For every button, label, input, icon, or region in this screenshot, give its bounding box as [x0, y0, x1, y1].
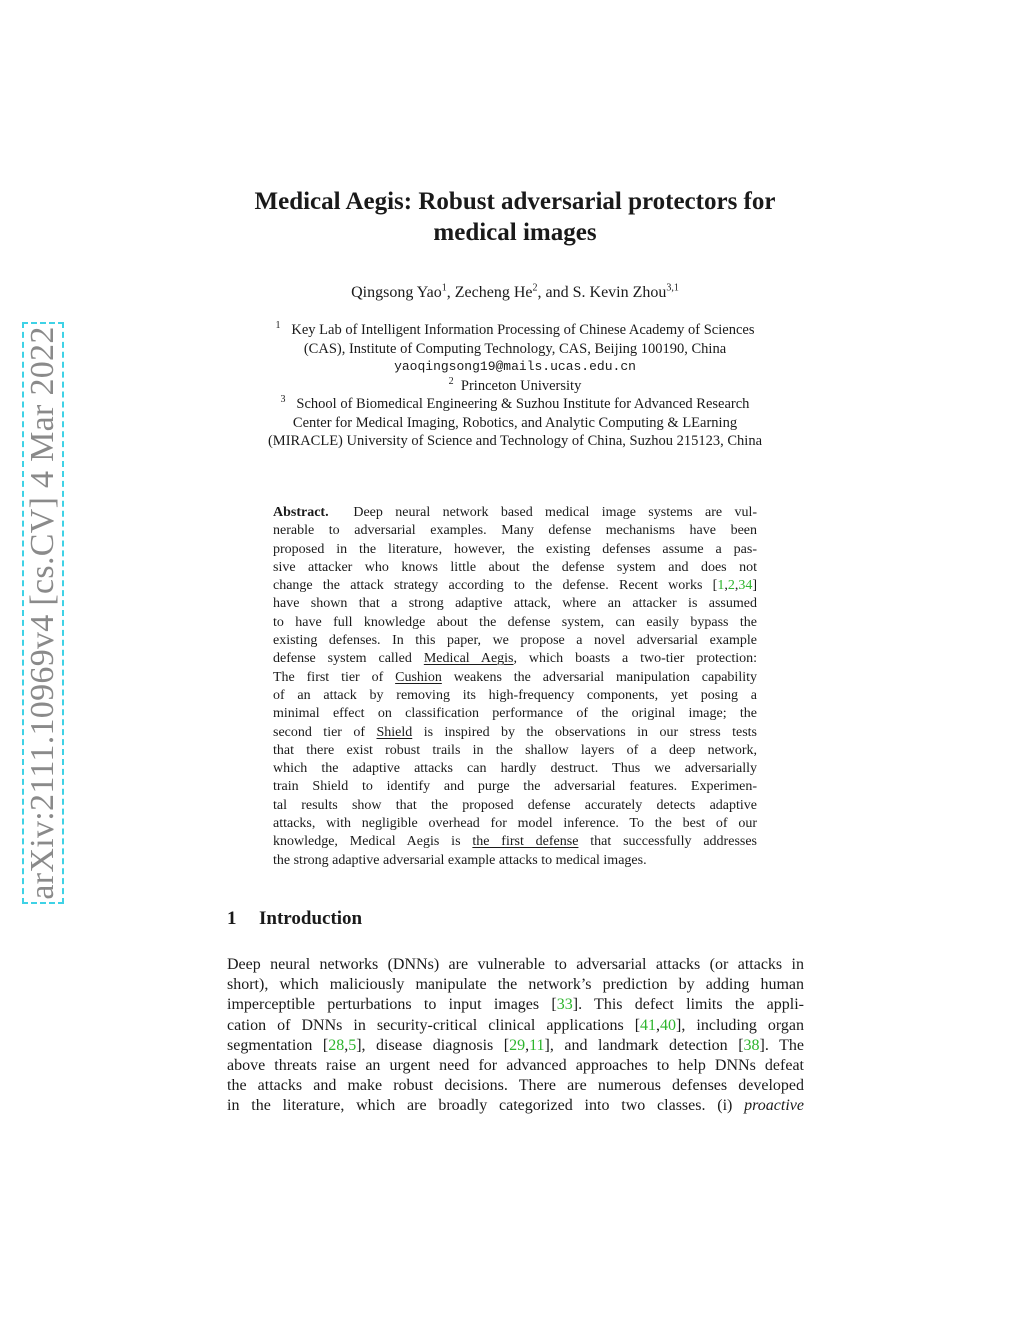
- abstract-line-1: [273, 504, 757, 522]
- citation-link-29[interactable]: 29: [509, 1036, 526, 1054]
- title-line-2: medical images: [433, 219, 597, 246]
- author-1: Qingsong Yao: [351, 284, 442, 301]
- abstract-line-3: proposed in the literature, however, the existing defenses assume a pas-: [273, 541, 757, 557]
- intro-line-3: [227, 995, 804, 1015]
- affil-line-5: [200, 395, 830, 414]
- abstract-line-14: that there exist robust trails in the shallow layers of a deep network,: [273, 742, 757, 758]
- abstract-line-10: [273, 669, 757, 687]
- intro-citation-comma-1: ,: [656, 1016, 661, 1034]
- abstract-line-10-text-b: weakens the adversarial manipulation capability: [441, 669, 757, 685]
- affil-line-1: [200, 321, 830, 340]
- abstract-line-9-text-b: , which boasts a two-tier protection:: [513, 651, 758, 667]
- citation-link-41[interactable]: 41: [640, 1016, 657, 1034]
- intro-line-3-text-a: imperceptible perturbations to input images [: [227, 996, 557, 1014]
- author-sep-1: ,: [446, 284, 455, 301]
- term-medical-aegis: Medical Aegis: [423, 651, 514, 667]
- abstract-line-13: [273, 724, 757, 742]
- abstract-line-19: [273, 833, 757, 851]
- abstract-line-2: nerable to adversarial examples. Many defense mechanisms have been: [273, 523, 757, 539]
- abstract-line-5-text: change the attack strategy according to the defense. Recent works [: [273, 578, 718, 594]
- term-proactive: proactive: [744, 1097, 804, 1115]
- affil-line-4: [200, 377, 830, 396]
- abstract-line-9: [273, 650, 757, 668]
- intro-line-3-text-b: ]. This defect limits the appli-: [572, 996, 804, 1014]
- arxiv-stamp: [22, 322, 64, 904]
- intro-citation-comma-3: ,: [525, 1036, 530, 1054]
- intro-line-4-text-b: ], including organ: [676, 1016, 805, 1034]
- affil-line-2: (CAS), Institute of Computing Technology, CAS, Beijing 100190, China: [303, 340, 727, 357]
- citation-link-40[interactable]: 40: [660, 1016, 677, 1034]
- affiliations: [200, 321, 830, 451]
- section-title: Introduction: [259, 908, 363, 929]
- abstract-line-7: to have full knowledge about the defense system, can easily bypass the: [273, 614, 757, 630]
- author-email: yaoqingsong19@mails.ucas.edu.cn: [394, 359, 636, 374]
- abstract-line-8: existing defenses. In this paper, we propose a novel adversarial example: [273, 633, 757, 649]
- term-first-defense: the first defense: [472, 834, 579, 850]
- abstract-line-13-text-b: is inspired by the observations in our stress tests: [412, 724, 757, 740]
- abstract-line-18: attacks, with negligible overhead for model inference. To the best of our: [273, 816, 757, 832]
- abstract-heading: Abstract.: [273, 505, 329, 520]
- intro-line-5-text-b: ], disease diagnosis [: [356, 1036, 510, 1054]
- intro-line-5: [227, 1036, 804, 1056]
- intro-line-6: above threats raise an urgent need for advanced approaches to help DNNs defeat: [227, 1057, 804, 1075]
- abstract-line-13-text-a: second tier of: [273, 724, 377, 740]
- abstract-line-15: which the adaptive attacks can hardly destruct. Thus we adversarially: [273, 761, 757, 777]
- abstract-line-19-text-b: that successfully addresses: [578, 834, 757, 850]
- affil-1-sup: 1: [275, 320, 281, 332]
- citation-link-34[interactable]: 34: [738, 578, 753, 594]
- author-2-sup: 2: [532, 282, 538, 294]
- intro-line-5-text-a: segmentation [: [227, 1036, 329, 1054]
- affil-2-sup: 2: [448, 375, 454, 387]
- abstract-line-4: sive attacker who knows little about the defense system and does not: [273, 559, 757, 575]
- term-shield: Shield: [376, 724, 413, 740]
- abstract: [273, 504, 757, 870]
- abstract-line-20: the strong adaptive adversarial example attacks to medical images.: [273, 852, 647, 868]
- citation-link-28[interactable]: 28: [328, 1036, 345, 1054]
- citation-link-11[interactable]: 11: [529, 1036, 545, 1054]
- author-sep-2: , and: [537, 284, 573, 301]
- author-3-sup: 3,1: [666, 282, 679, 294]
- intro-line-5-text-d: ]. The: [759, 1036, 804, 1054]
- abstract-citation-comma-1: ,: [724, 578, 728, 594]
- citation-link-1[interactable]: 1: [717, 578, 725, 594]
- affil-3-text: School of Biomedical Engineering & Suzhou Institute for Advanced Research: [296, 396, 750, 412]
- intro-line-4: [227, 1016, 804, 1036]
- affil-line-7: (MIRACLE) University of Science and Technology of China, Suzhou 215123, China: [267, 433, 763, 449]
- title-line-1: Medical Aegis: Robust adversarial protectors for: [254, 188, 776, 215]
- intro-line-5-text-c: ], and landmark detection [: [544, 1036, 744, 1054]
- abstract-line-17: tal results show that the proposed defense accurately detects adaptive: [273, 797, 757, 813]
- abstract-line-9-text-a: defense system called: [273, 651, 424, 667]
- abstract-line-19-text-a: knowledge, Medical Aegis is: [273, 834, 473, 850]
- abstract-line-16: train Shield to identify and purge the adversarial features. Experimen-: [273, 779, 757, 795]
- intro-paragraph: [227, 955, 804, 1117]
- intro-line-8-text-a: in the literature, which are broadly categorized into two classes. (i): [227, 1097, 745, 1115]
- author-2: Zecheng He: [454, 284, 533, 301]
- author-1-sup: 1: [441, 282, 447, 294]
- abstract-line-11: of an attack by removing its high-frequency components, yet posing a: [273, 687, 757, 703]
- intro-line-4-text-a: cation of DNNs in security-critical clinical applications [: [227, 1016, 641, 1034]
- author-list: [180, 284, 850, 302]
- affil-line-6: Center for Medical Imaging, Robotics, and Analytic Computing & LEarning: [292, 414, 738, 431]
- abstract-line-1-text: Deep neural network based medical image systems are vul-: [353, 505, 757, 520]
- citation-link-38[interactable]: 38: [743, 1036, 760, 1054]
- paper-title: [180, 186, 850, 248]
- affil-1-text: Key Lab of Intelligent Information Processing of Chinese Academy of Sciences: [291, 322, 755, 338]
- arxiv-id: arXiv:2111.10969v4 [cs.CV] 4 Mar 2022: [24, 326, 61, 900]
- abstract-line-6: have shown that a strong adaptive attack, where an attacker is assumed: [273, 596, 757, 612]
- abstract-citation-close: ]: [752, 578, 757, 594]
- author-3: S. Kevin Zhou: [572, 284, 667, 301]
- intro-line-7: the attacks and make robust decisions. There are numerous defenses developed: [227, 1077, 804, 1095]
- citation-link-5[interactable]: 5: [348, 1036, 357, 1054]
- affil-2-text: Princeton University: [460, 377, 582, 394]
- term-cushion: Cushion: [395, 669, 442, 685]
- abstract-line-5: [273, 577, 757, 595]
- intro-line-1: Deep neural networks (DNNs) are vulnerable to adversarial attacks (or attacks in: [227, 956, 804, 973]
- intro-citation-comma-2: ,: [344, 1036, 349, 1054]
- section-number: 1: [227, 908, 237, 929]
- section-heading: [227, 908, 362, 930]
- affil-3-sup: 3: [280, 394, 286, 406]
- abstract-line-12: minimal effect on classification performance of the original image; the: [273, 706, 757, 722]
- intro-line-8: [227, 1096, 804, 1116]
- abstract-citation-comma-2: ,: [734, 578, 739, 594]
- intro-line-2: short), which maliciously manipulate the network’s prediction by adding human: [227, 976, 804, 994]
- citation-link-33[interactable]: 33: [556, 996, 573, 1014]
- abstract-line-10-text-a: The first tier of: [273, 669, 396, 685]
- citation-link-2[interactable]: 2: [727, 578, 735, 594]
